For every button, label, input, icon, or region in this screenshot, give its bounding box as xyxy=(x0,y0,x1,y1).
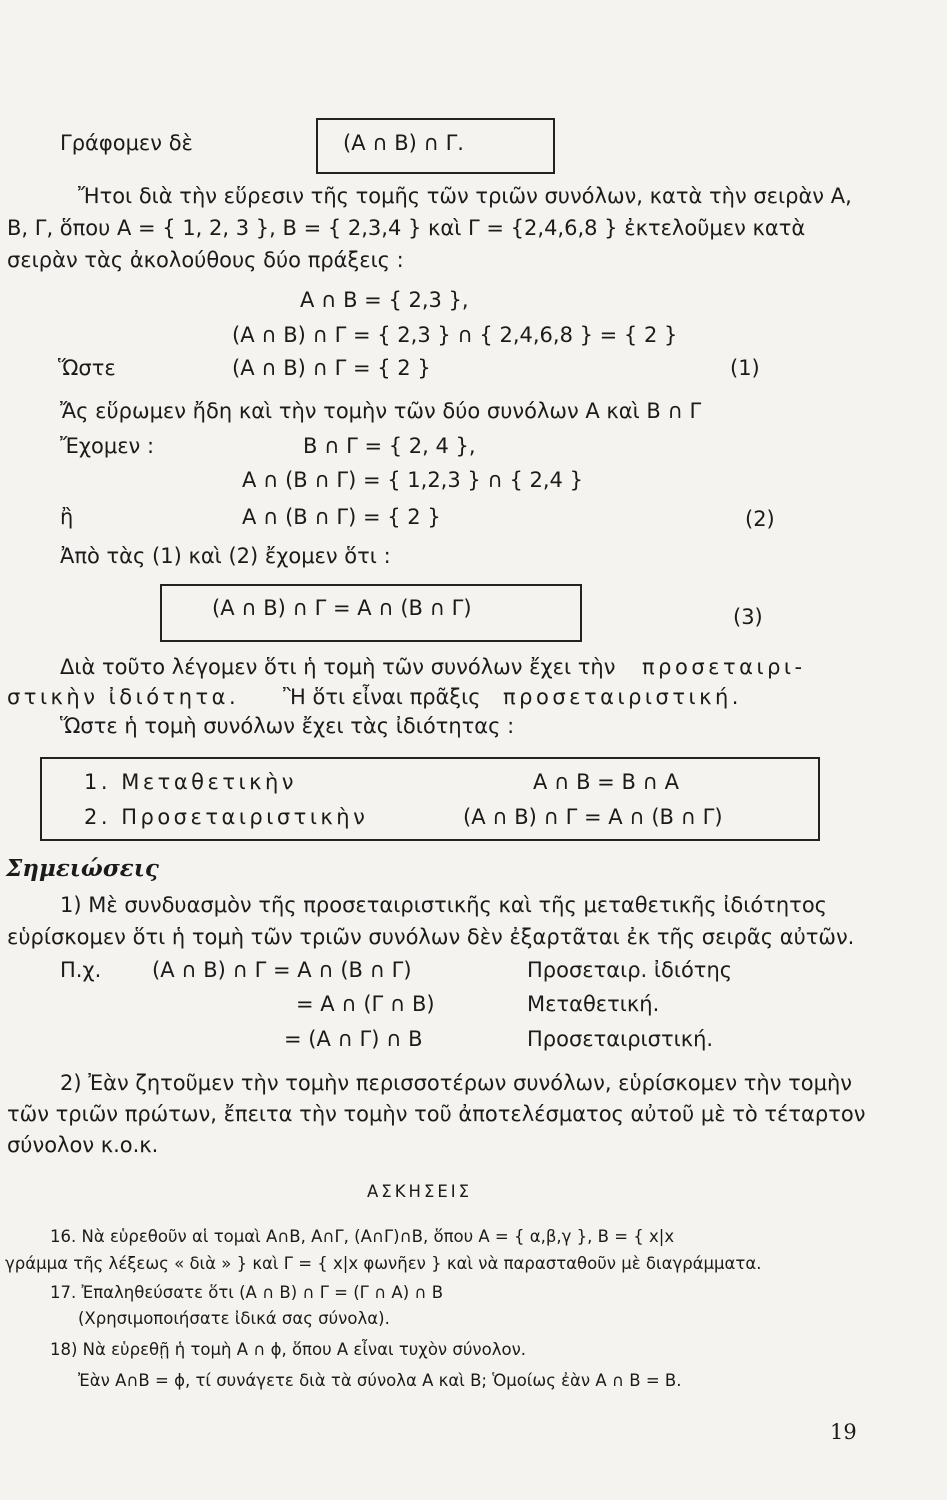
note-2-line-2: τῶν τριῶν πρώτων, ἔπειτα τὴν τομὴν τοῦ ἀποτελέσματος αὐτοῦ μὲ τὸ τέταρτον xyxy=(7,1102,866,1126)
property-1-equation: A ∩ B = B ∩ A xyxy=(533,770,679,794)
hoste-word: Ὥστε xyxy=(58,356,116,380)
paragraph-4-line-3: Ὥστε ἡ τομὴ συνόλων ἔχει τὰς ἰδιότητας : xyxy=(60,714,515,738)
equation-3: (A ∩ B) ∩ Γ = { 2 } xyxy=(232,356,431,380)
example-line-3: = (A ∩ Γ) ∩ B xyxy=(284,1027,423,1051)
paragraph-4-line-2-spaced-2: προσεταιριστική. xyxy=(503,685,742,709)
equation-number-2: (2) xyxy=(745,507,775,531)
note-2-line-3: σύνολον κ.ο.κ. xyxy=(7,1133,159,1157)
property-2-label: 2. Προσεταιριστικὴν xyxy=(84,805,369,829)
paragraph-4-line-1-spaced: προσεταιρι- xyxy=(642,655,806,679)
exercise-16-line-1: 16. Νὰ εὑρεθοῦν αἱ τομαὶ A∩B, A∩Γ, (A∩Γ)∩B, ὅπου A = { α,β,γ }, B = { x|x xyxy=(50,1227,675,1246)
echomen-word: Ἔχομεν : xyxy=(60,434,155,458)
formula-box-1-text: (A ∩ B) ∩ Γ. xyxy=(343,131,464,155)
exercise-18-line-2: Ἐὰν A∩B = ϕ, τί συνάγετε διὰ τὰ σύνολα A καὶ B; Ὁμοίως ἐὰν A ∩ B = B. xyxy=(78,1371,682,1390)
equation-2: (A ∩ B) ∩ Γ = { 2,3 } ∩ { 2,4,6,8 } = { 2 } xyxy=(232,323,678,347)
property-2-equation: (A ∩ B) ∩ Γ = A ∩ (B ∩ Γ) xyxy=(463,805,723,829)
example-prefix: Π.χ. xyxy=(60,958,102,982)
note-1-line-2: εὑρίσκομεν ὅτι ἡ τομὴ τῶν τριῶν συνόλων δὲν ἐξαρτᾶται ἐκ τῆς σειρᾶς αὐτῶν. xyxy=(7,925,855,949)
example-line-2: = A ∩ (Γ ∩ B) xyxy=(296,992,435,1016)
e-word: ἢ xyxy=(60,505,74,529)
equation-4: B ∩ Γ = { 2, 4 }, xyxy=(303,434,476,458)
equation-number-3: (3) xyxy=(733,605,763,629)
note-2-line-1: 2) Ἐὰν ζητοῦμεν τὴν τομὴν περισσοτέρων συνόλων, εὑρίσκομεν τὴν τομὴν xyxy=(60,1071,853,1095)
formula-box-2-text: (A ∩ B) ∩ Γ = A ∩ (B ∩ Γ) xyxy=(212,596,472,620)
equation-1: A ∩ B = { 2,3 }, xyxy=(300,288,469,312)
exercise-17-line-2: (Χρησιμοποιήσατε ἰδικά σας σύνολα). xyxy=(78,1309,390,1328)
equation-number-1: (1) xyxy=(730,356,760,380)
exercise-18-line-1: 18) Νὰ εὑρεθῇ ἡ τομὴ A ∩ ϕ, ὅπου A εἶναι τυχὸν σύνολον. xyxy=(50,1340,527,1359)
graphomen-de-text: Γράφομεν δὲ xyxy=(60,131,193,155)
paragraph-2: Ἄς εὕρωμεν ἤδη καὶ τὴν τομὴν τῶν δύο συνόλων A καὶ B ∩ Γ xyxy=(60,399,702,423)
paragraph-4-line-2-spaced-1: στικὴν ἰδιότητα. xyxy=(7,685,240,709)
paragraph-4-line-1-start: Διὰ τοῦτο λέγομεν ὅτι ἡ τομὴ τῶν συνόλων ἔχει τὴν xyxy=(60,655,616,679)
notes-heading: Σημειώσεις xyxy=(6,855,159,882)
example-line-2-reason: Μεταθετική. xyxy=(527,992,660,1016)
example-line-1: (A ∩ B) ∩ Γ = A ∩ (B ∩ Γ) xyxy=(152,958,412,982)
exercises-heading: ΑΣΚΗΣΕΙΣ xyxy=(367,1182,473,1201)
property-1-label: 1. Μεταθετικὴν xyxy=(84,770,298,794)
exercise-16-line-2: γράμμα τῆς λέξεως « διὰ » } καὶ Γ = { x|x φωνῆεν } καὶ νὰ παρασταθοῦν μὲ διαγράμματα. xyxy=(5,1254,762,1273)
page-number: 19 xyxy=(830,1420,857,1444)
equation-5: A ∩ (B ∩ Γ) = { 1,2,3 } ∩ { 2,4 } xyxy=(242,468,583,492)
paragraph-1-line-1: Ἤτοι διὰ τὴν εὕρεσιν τῆς τομῆς τῶν τριῶν συνόλων, κατὰ τὴν σειρὰν A, xyxy=(78,184,852,208)
equation-6: A ∩ (B ∩ Γ) = { 2 } xyxy=(242,505,441,529)
example-line-1-reason: Προσεταιρ. ἰδιότης xyxy=(527,958,733,982)
paragraph-1-line-2: B, Γ, ὅπου A = { 1, 2, 3 }, B = { 2,3,4 } καὶ Γ = {2,4,6,8 } ἐκτελοῦμεν κατὰ xyxy=(7,216,806,240)
exercise-17-line-1: 17. Ἐπαληθεύσατε ὅτι (A ∩ B) ∩ Γ = (Γ ∩ A) ∩ B xyxy=(50,1283,444,1302)
note-1-line-1: 1) Μὲ συνδυασμὸν τῆς προσεταιριστικῆς καὶ τῆς μεταθετικῆς ἰδιότητος xyxy=(60,893,828,917)
paragraph-4-line-2-middle: Ἢ ὅτι εἶναι πρᾶξις xyxy=(283,685,481,709)
paragraph-1-line-3: σειρὰν τὰς ἀκολούθους δύο πράξεις : xyxy=(7,248,404,272)
paragraph-3: Ἀπὸ τὰς (1) καὶ (2) ἔχομεν ὅτι : xyxy=(60,544,391,568)
example-line-3-reason: Προσεταιριστική. xyxy=(527,1027,714,1051)
